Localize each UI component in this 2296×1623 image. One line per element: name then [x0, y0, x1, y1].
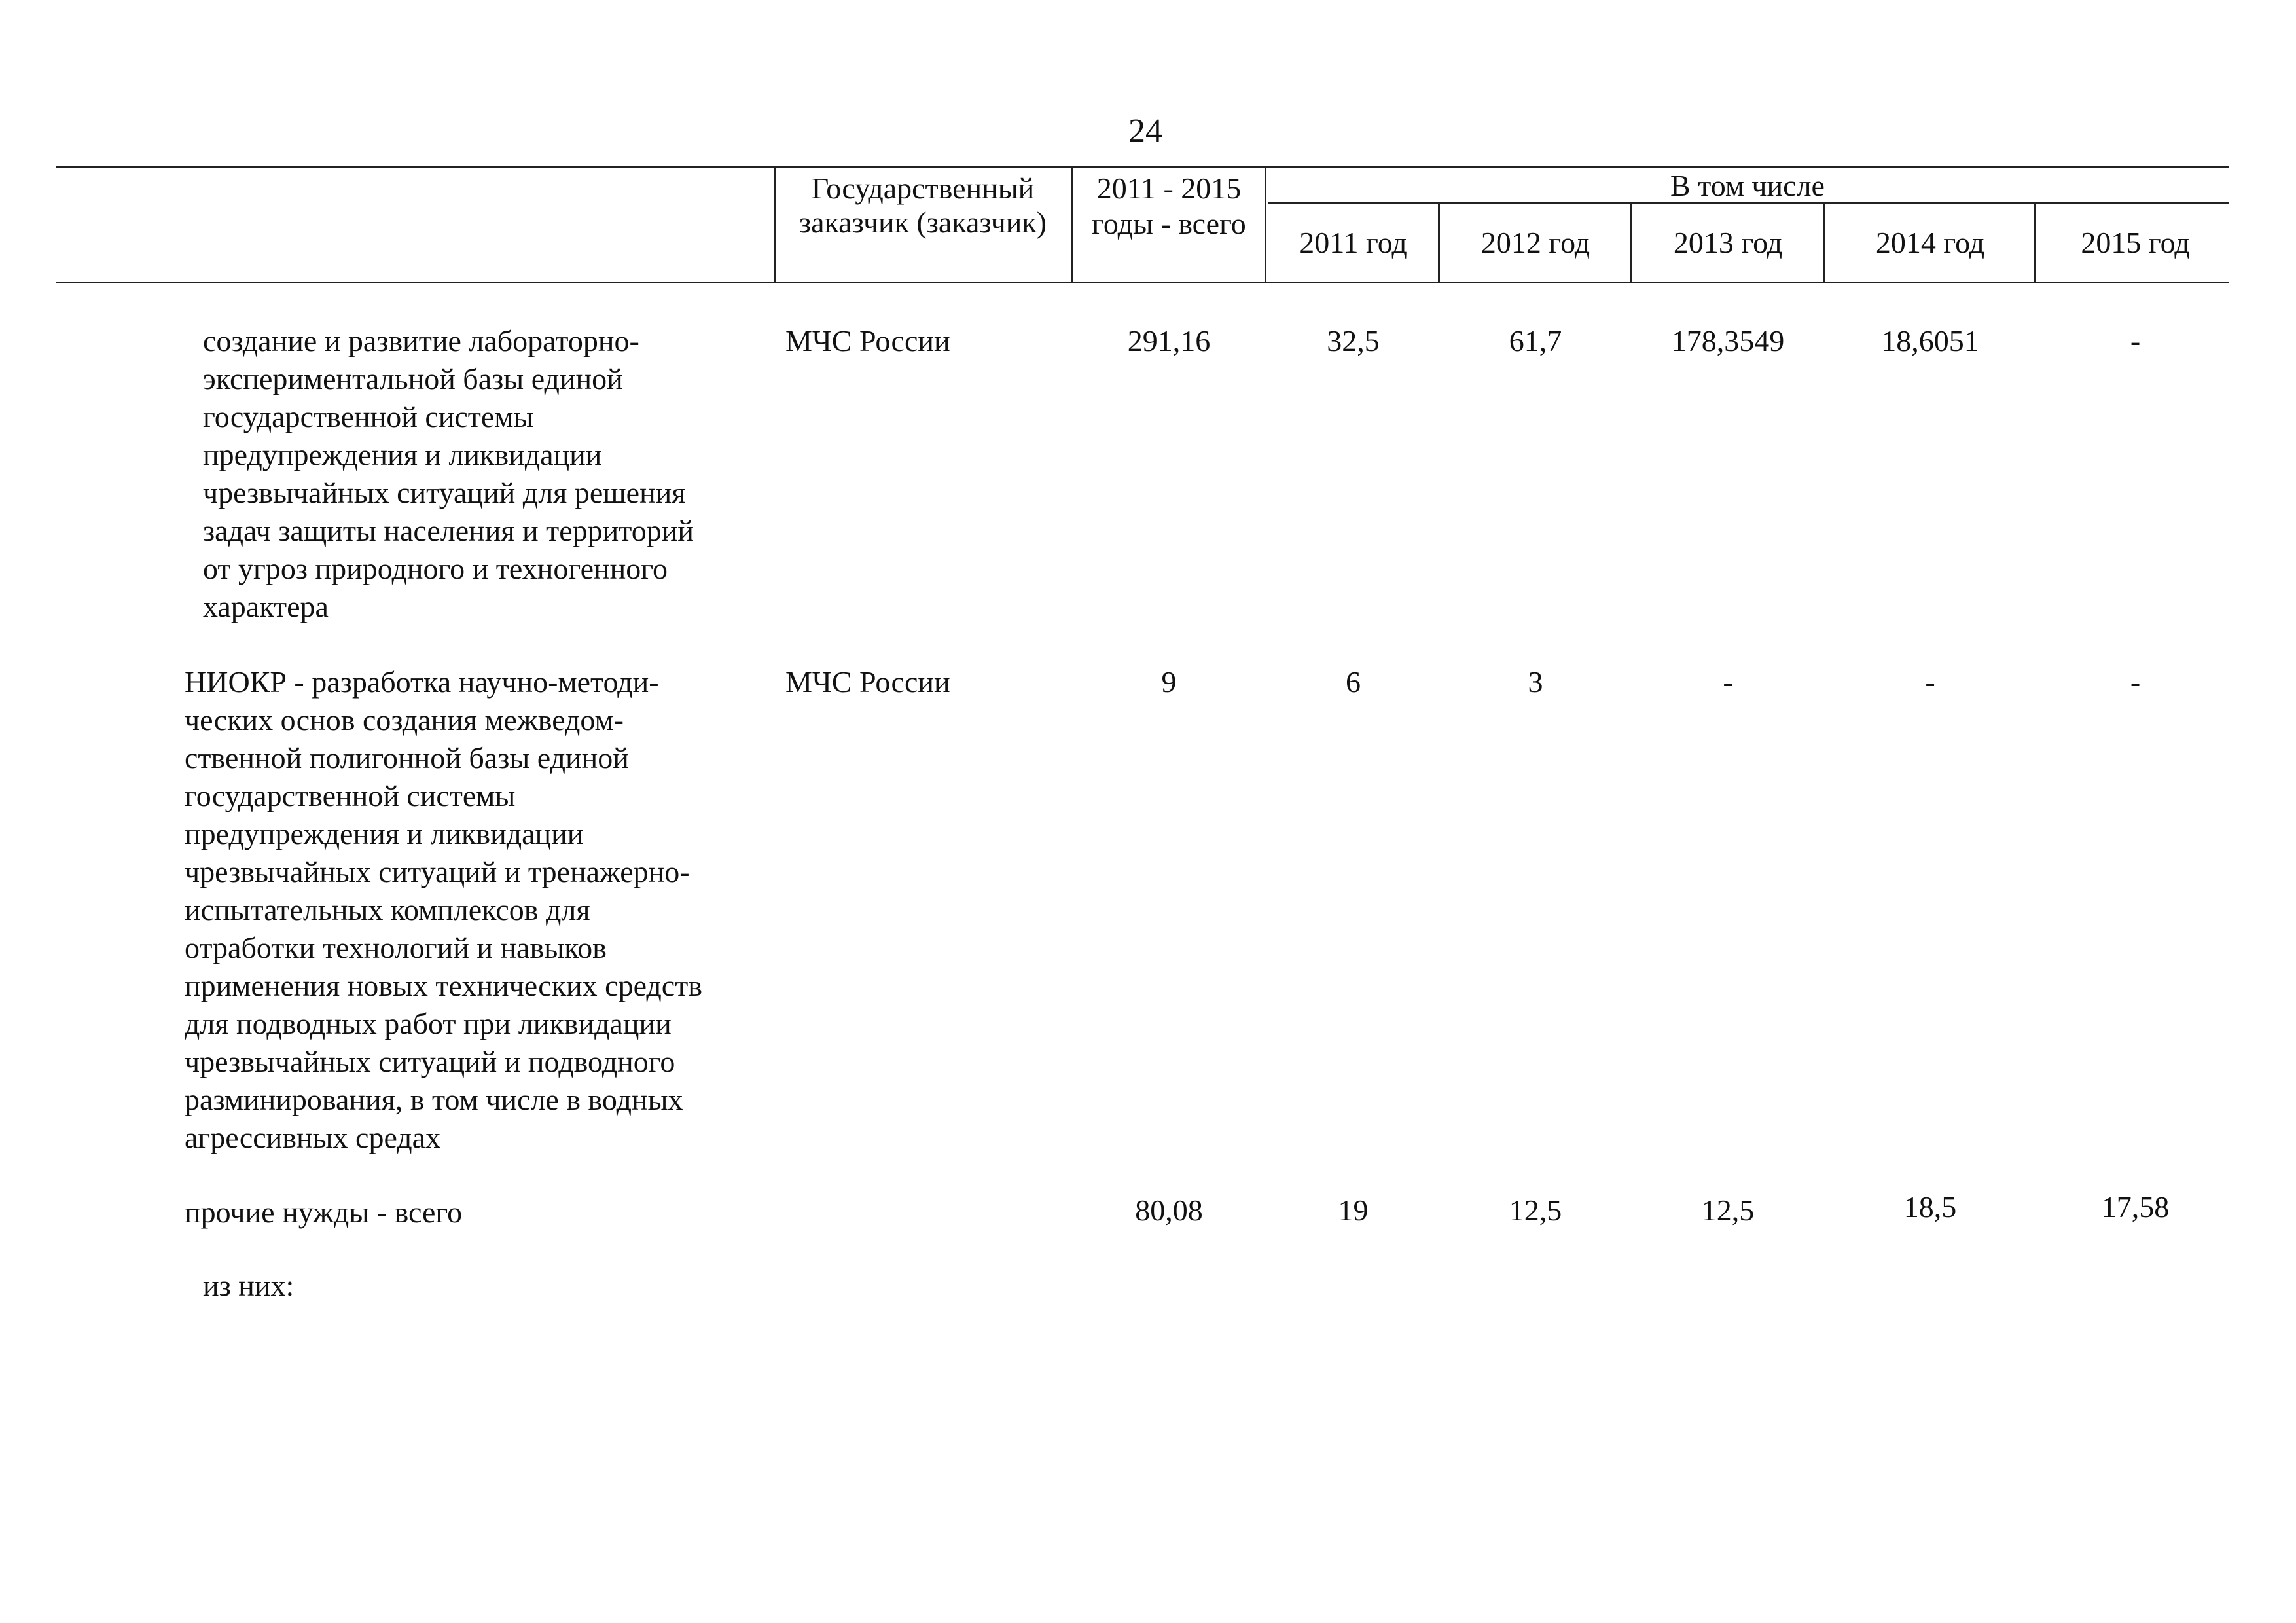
text-line: от угроз природного и техногенного: [203, 552, 668, 585]
row-value-2014: 18,5: [1903, 1190, 1957, 1224]
row-value-2014: 18,6051: [1881, 324, 1979, 357]
row-value-2011: 6: [1346, 665, 1361, 699]
text-line: НИОКР - разработка научно-методи-: [185, 665, 659, 699]
header-divider-7: [2034, 202, 2036, 283]
text-line: чрезвычайных ситуаций и подводного: [185, 1045, 675, 1078]
text-line: экспериментальной базы единой: [203, 362, 623, 395]
text-line: применения новых технических средств: [185, 969, 703, 1002]
row-value-2011: 19: [1338, 1194, 1369, 1227]
text-line: ственной полигонной базы единой: [185, 741, 629, 775]
row-value-2013: 178,3549: [1671, 324, 1785, 357]
row-total: 9: [1161, 665, 1177, 699]
row-total: 80,08: [1135, 1194, 1203, 1227]
text-line: государственной системы: [185, 779, 516, 812]
header-year-2014: 2014 год: [1875, 226, 1985, 259]
row-value-2014: -: [1925, 665, 1935, 699]
text-line: ческих основ создания межведом-: [185, 703, 624, 737]
header-bottom-rule: [56, 282, 2229, 283]
row-value-2015: 17,58: [2101, 1190, 2170, 1224]
text-line: создание и развитие лабораторно-: [203, 324, 639, 357]
header-divider-2: [1071, 166, 1073, 283]
text-line: предупреждения и ликвидации: [203, 438, 602, 471]
header-year-2015: 2015 год: [2081, 226, 2190, 259]
header-divider-3: [1265, 166, 1266, 283]
text-line: чрезвычайных ситуаций и тренажерно-: [185, 855, 690, 888]
row-description: [185, 1194, 767, 1231]
text-line: для подводных работ при ликвидации: [185, 1007, 672, 1040]
row-value-2011: 32,5: [1327, 324, 1380, 357]
text-line: чрезвычайных ситуаций для решения: [203, 476, 686, 509]
row-total: 291,16: [1127, 324, 1211, 357]
text-line: задач защиты населения и территорий: [203, 514, 694, 547]
header-including: В том числе: [1670, 169, 1825, 202]
row-description: [185, 663, 767, 1157]
header-total-all: годы - всего: [1092, 207, 1246, 240]
header-year-2012: 2012 год: [1480, 226, 1590, 259]
row-value-2013: 12,5: [1701, 1194, 1755, 1227]
header-year-2013: 2013 год: [1673, 226, 1783, 259]
of-which-label: из них:: [203, 1269, 295, 1302]
header-top-rule: [56, 166, 2229, 168]
header-total-years: 2011 - 2015: [1096, 172, 1242, 205]
header-divider-6: [1823, 202, 1825, 283]
header-year-2011: 2011 год: [1299, 226, 1407, 259]
text-line: предупреждения и ликвидации: [185, 817, 584, 850]
row-description: [203, 322, 766, 626]
header-divider-4: [1438, 202, 1440, 283]
row-value-2012: 12,5: [1509, 1194, 1562, 1227]
text-line: прочие нужды - всего: [185, 1195, 463, 1229]
header-divider-5: [1630, 202, 1632, 283]
row-customer: МЧС России: [785, 665, 950, 699]
row-value-2013: -: [1723, 665, 1733, 699]
page-number: 24: [1128, 113, 1162, 150]
text-line: государственной системы: [203, 400, 534, 433]
text-line: агрессивных средах: [185, 1121, 441, 1154]
header-customer: Государственный заказчик (заказчик): [798, 172, 1047, 239]
row-customer: МЧС России: [785, 324, 950, 357]
text-line: разминирования, в том числе в водных: [185, 1083, 683, 1116]
row-value-2012: 3: [1528, 665, 1543, 699]
row-value-2015: -: [2130, 324, 2141, 357]
header-divider-1: [774, 166, 776, 283]
text-line: испытательных комплексов для: [185, 893, 590, 926]
text-line: характера: [203, 590, 329, 623]
text-line: отработки технологий и навыков: [185, 931, 607, 964]
row-value-2015: -: [2130, 665, 2141, 699]
row-value-2012: 61,7: [1509, 324, 1562, 357]
